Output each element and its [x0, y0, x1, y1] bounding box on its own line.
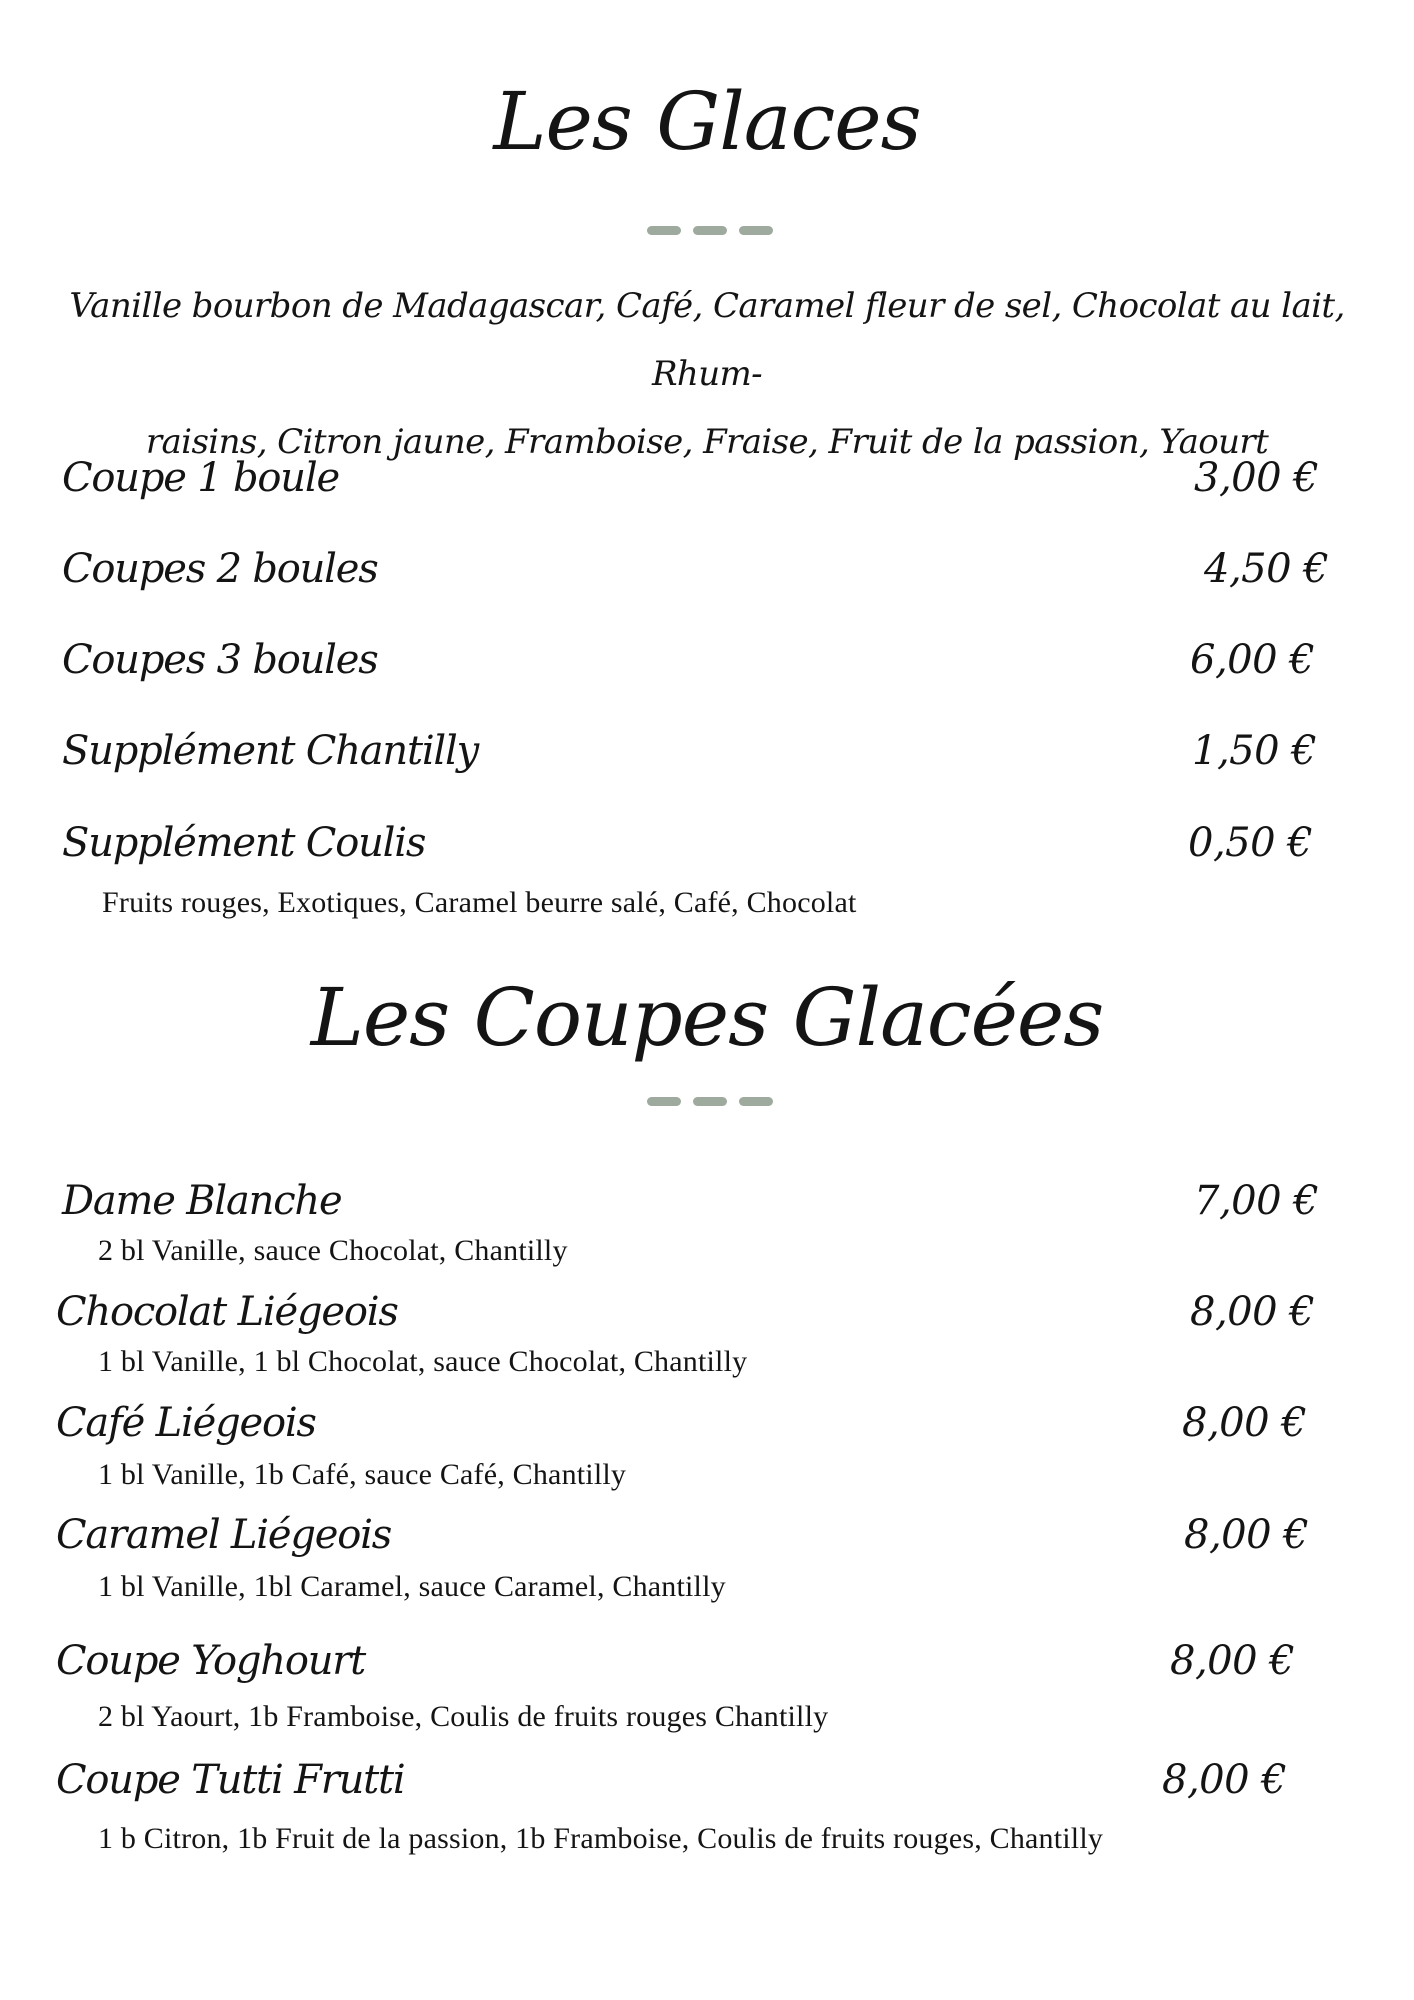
- item-name: Coupe 1 boule: [62, 455, 339, 501]
- item-price: 7,00 €: [1194, 1178, 1319, 1224]
- item-name: Supplément Chantilly: [62, 728, 479, 774]
- menu-item: [0, 1638, 1414, 1698]
- menu-item: [0, 1512, 1414, 1572]
- item-price: 6,00 €: [1190, 637, 1315, 683]
- divider-dash: [693, 226, 727, 235]
- item-name: Supplément Coulis: [62, 820, 426, 866]
- item-description: 1 bl Vanille, 1 bl Chocolat, sauce Chocolat, Chantilly: [98, 1345, 748, 1378]
- item-price: 8,00 €: [1182, 1400, 1307, 1446]
- item-name: Café Liégeois: [56, 1400, 316, 1446]
- menu-item: [0, 546, 1414, 606]
- item-price: 3,00 €: [1194, 455, 1319, 501]
- menu-item: [0, 1757, 1414, 1817]
- divider-dash: [693, 1097, 727, 1106]
- flavours-line-1: Vanille bourbon de Madagascar, Café, Caramel fleur de sel, Chocolat au lait, Rhum-: [69, 286, 1345, 394]
- coupes-divider: [647, 1097, 773, 1107]
- menu-item: [0, 1400, 1414, 1460]
- glaces-title: Les Glaces: [493, 75, 921, 168]
- menu-item: [0, 820, 1414, 880]
- item-price: 0,50 €: [1188, 820, 1313, 866]
- divider-dash: [647, 226, 681, 235]
- item-description: 1 bl Vanille, 1bl Caramel, sauce Caramel, Chantilly: [98, 1570, 726, 1603]
- flavours-list: [50, 272, 1364, 476]
- menu-item: [0, 637, 1414, 697]
- item-price: 4,50 €: [1204, 546, 1329, 592]
- item-name: Chocolat Liégeois: [56, 1289, 398, 1335]
- item-price: 8,00 €: [1170, 1638, 1295, 1684]
- item-description: Fruits rouges, Exotiques, Caramel beurre salé, Café, Chocolat: [102, 886, 857, 919]
- menu-item: [0, 1289, 1414, 1349]
- item-description: 2 bl Vanille, sauce Chocolat, Chantilly: [98, 1234, 568, 1267]
- divider-dash: [647, 1097, 681, 1106]
- menu-item: [0, 728, 1414, 788]
- divider-dash: [739, 1097, 773, 1106]
- flavours-line-2: raisins, Citron jaune, Framboise, Fraise, Fruit de la passion, Yaourt: [145, 422, 1269, 462]
- menu-item: [0, 1178, 1414, 1238]
- item-price: 8,00 €: [1162, 1757, 1287, 1803]
- item-name: Dame Blanche: [62, 1178, 342, 1224]
- item-description: 1 bl Vanille, 1b Café, sauce Café, Chantilly: [98, 1458, 627, 1491]
- item-name: Coupe Yoghourt: [56, 1638, 366, 1684]
- item-name: Coupes 3 boules: [62, 637, 378, 683]
- item-description: 1 b Citron, 1b Fruit de la passion, 1b Framboise, Coulis de fruits rouges, Chantilly: [98, 1822, 1104, 1855]
- menu-item: [0, 455, 1414, 515]
- item-price: 8,00 €: [1190, 1289, 1315, 1335]
- item-name: Caramel Liégeois: [56, 1512, 392, 1558]
- coupes-title: Les Coupes Glacées: [310, 971, 1104, 1064]
- item-price: 8,00 €: [1184, 1512, 1309, 1558]
- item-price: 1,50 €: [1192, 728, 1317, 774]
- divider-dash: [739, 226, 773, 235]
- item-description: 2 bl Yaourt, 1b Framboise, Coulis de fruits rouges Chantilly: [98, 1700, 829, 1733]
- glaces-divider: [647, 226, 773, 236]
- item-name: Coupes 2 boules: [62, 546, 378, 592]
- item-name: Coupe Tutti Frutti: [56, 1757, 405, 1803]
